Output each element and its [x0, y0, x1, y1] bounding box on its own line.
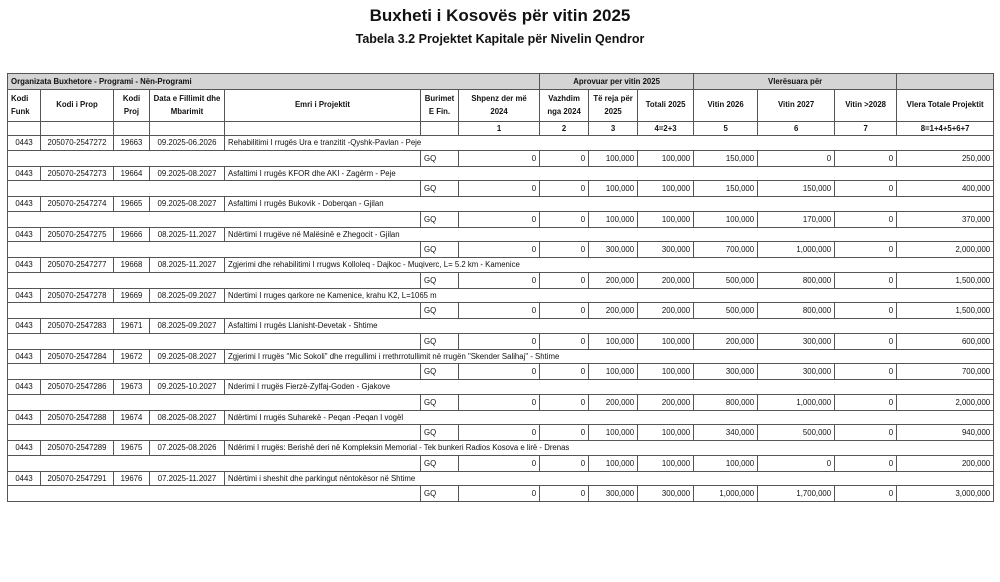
kodi-prop-cell: 205070-2547278 [41, 288, 114, 303]
burimet-cell: GQ [421, 242, 459, 258]
project-row-empty [421, 319, 994, 334]
totali-cell: 200,000 [638, 272, 694, 288]
col-emri: Emri i Projektit [225, 90, 421, 122]
vlera-totale-cell: 3,000,000 [897, 486, 994, 502]
totali-cell: 200,000 [638, 394, 694, 410]
kodi-prop-cell: 205070-2547275 [41, 227, 114, 242]
shpenz-cell: 0 [459, 333, 540, 349]
vlera-totale-cell: 250,000 [897, 150, 994, 166]
kodi-proj-cell: 19669 [114, 288, 150, 303]
project-name: Zgjerimi I rrugës "Mic Sokoli" dhe rregullimi i rrethrrotullimit në rrugën "Skender Salihaj" - Shtime [228, 351, 560, 361]
vazhdim-cell: 0 [540, 425, 589, 441]
project-values-row [8, 333, 994, 349]
vitin-2028-cell: 0 [835, 272, 897, 288]
te-reja-cell: 100,000 [589, 333, 638, 349]
num-empty [150, 122, 225, 136]
kodi-prop-cell: 205070-2547283 [41, 319, 114, 334]
project-row [8, 227, 994, 242]
project-values-row [8, 181, 994, 197]
shpenz-cell: 0 [459, 211, 540, 227]
approved-2025-header: Aprovuar per vitin 2025 [540, 74, 694, 90]
kodi-funk-cell: 0443 [8, 136, 41, 151]
values-row-empty [8, 394, 421, 410]
vitin-2027-cell: 150,000 [758, 181, 835, 197]
project-row [8, 349, 994, 364]
kodi-funk-cell: 0443 [8, 471, 41, 486]
vitin-2027-cell: 0 [758, 150, 835, 166]
burimet-cell: GQ [421, 211, 459, 227]
vazhdim-cell: 0 [540, 303, 589, 319]
vitin-2028-cell: 0 [835, 150, 897, 166]
vitin-2026-cell: 100,000 [694, 455, 758, 471]
vlera-totale-cell: 1,500,000 [897, 303, 994, 319]
dates-cell: 08.2025-11.2027 [150, 227, 225, 242]
project-name-cell [225, 197, 421, 212]
burimet-cell: GQ [421, 303, 459, 319]
num-empty [41, 122, 114, 136]
kodi-prop-cell: 205070-2547274 [41, 197, 114, 212]
col-kodi-proj: Kodi Proj [114, 90, 150, 122]
dates-cell: 08.2025-08.2027 [150, 410, 225, 425]
kodi-prop-cell: 205070-2547289 [41, 441, 114, 456]
project-row-empty [421, 288, 994, 303]
project-values-row [8, 211, 994, 227]
dates-cell: 08.2025-09.2027 [150, 288, 225, 303]
project-name: Ndërtimi I rrugës Suharekë - Peqan -Peqan I vogël [228, 412, 404, 422]
vlera-totale-cell: 2,000,000 [897, 242, 994, 258]
dates-cell: 07.2025-11.2027 [150, 471, 225, 486]
shpenz-cell: 0 [459, 272, 540, 288]
vitin-2027-cell: 170,000 [758, 211, 835, 227]
totali-cell: 200,000 [638, 303, 694, 319]
burimet-cell: GQ [421, 425, 459, 441]
projects-body [8, 136, 994, 502]
vitin-2028-cell: 0 [835, 242, 897, 258]
dates-cell: 08.2025-09.2027 [150, 319, 225, 334]
vlera-totale-cell: 940,000 [897, 425, 994, 441]
shpenz-cell: 0 [459, 242, 540, 258]
vazhdim-cell: 0 [540, 272, 589, 288]
document-title: Buxheti i Kosovës për vitin 2025 [369, 6, 631, 25]
values-row-empty [8, 364, 421, 380]
kodi-funk-cell: 0443 [8, 288, 41, 303]
vitin-2027-cell: 800,000 [758, 303, 835, 319]
kodi-proj-cell: 19665 [114, 197, 150, 212]
num-empty [8, 122, 41, 136]
col-vazhdim: Vazhdim nga 2024 [540, 90, 589, 122]
project-name-cell [225, 380, 421, 395]
project-name-cell [225, 258, 520, 273]
vitin-2028-cell: 0 [835, 364, 897, 380]
kodi-proj-cell: 19666 [114, 227, 150, 242]
vlera-totale-cell: 2,000,000 [897, 394, 994, 410]
project-values-row [8, 425, 994, 441]
project-name-cell [225, 227, 421, 242]
project-row [8, 258, 994, 273]
dates-cell: 08.2025-11.2027 [150, 258, 225, 273]
project-values-row [8, 150, 994, 166]
project-name-cell [225, 166, 421, 181]
te-reja-cell: 200,000 [589, 394, 638, 410]
te-reja-cell: 100,000 [589, 211, 638, 227]
vlera-totale-cell: 1,500,000 [897, 272, 994, 288]
col-number: 5 [694, 122, 758, 136]
vlera-totale-cell: 400,000 [897, 181, 994, 197]
shpenz-cell: 0 [459, 455, 540, 471]
burimet-cell: GQ [421, 333, 459, 349]
shpenz-cell: 0 [459, 394, 540, 410]
kodi-prop-cell: 205070-2547288 [41, 410, 114, 425]
dates-cell: 09.2025-08.2027 [150, 166, 225, 181]
vitin-2026-cell: 150,000 [694, 181, 758, 197]
kodi-prop-cell: 205070-2547277 [41, 258, 114, 273]
burimet-cell: GQ [421, 181, 459, 197]
vitin-2027-cell: 300,000 [758, 364, 835, 380]
project-row [8, 319, 994, 334]
estimated-header: Vlerësuara për [694, 74, 897, 90]
totali-cell: 100,000 [638, 333, 694, 349]
project-name-cell [225, 441, 570, 456]
project-values-row [8, 303, 994, 319]
totali-cell: 100,000 [638, 211, 694, 227]
kodi-proj-cell: 19671 [114, 319, 150, 334]
project-name-cell [225, 349, 560, 364]
col-number: 7 [835, 122, 897, 136]
totali-cell: 100,000 [638, 150, 694, 166]
project-name: Ndërimi I rrugës: Berishë deri në Kompleksin Memorial - Tek bunkeri Radios Kosova e lirë - Drenas [228, 443, 570, 453]
project-values-row [8, 364, 994, 380]
vazhdim-cell: 0 [540, 242, 589, 258]
vazhdim-cell: 0 [540, 486, 589, 502]
project-name-cell [225, 319, 421, 334]
burimet-cell: GQ [421, 272, 459, 288]
vitin-2026-cell: 100,000 [694, 211, 758, 227]
burimet-cell: GQ [421, 364, 459, 380]
vazhdim-cell: 0 [540, 150, 589, 166]
capital-projects-table [7, 73, 994, 502]
vitin-2026-cell: 700,000 [694, 242, 758, 258]
vazhdim-cell: 0 [540, 364, 589, 380]
kodi-prop-cell: 205070-2547273 [41, 166, 114, 181]
shpenz-cell: 0 [459, 181, 540, 197]
col-vitin-2027: Vitin 2027 [758, 90, 835, 122]
col-kodi-funk: Kodi Funk [8, 90, 41, 122]
shpenz-cell: 0 [459, 150, 540, 166]
project-values-row [8, 272, 994, 288]
kodi-prop-cell: 205070-2547272 [41, 136, 114, 151]
shpenz-cell: 0 [459, 364, 540, 380]
te-reja-cell: 100,000 [589, 181, 638, 197]
project-name: Asfaltimi I rrugës KFOR dhe AKI - Zagërm - Peje [228, 168, 396, 178]
kodi-funk-cell: 0443 [8, 197, 41, 212]
vazhdim-cell: 0 [540, 211, 589, 227]
project-row [8, 136, 994, 151]
te-reja-cell: 100,000 [589, 364, 638, 380]
vitin-2028-cell: 0 [835, 211, 897, 227]
project-row-empty [421, 227, 994, 242]
dates-cell: 09.2025-10.2027 [150, 380, 225, 395]
te-reja-cell: 100,000 [589, 150, 638, 166]
vitin-2026-cell: 500,000 [694, 303, 758, 319]
col-burimet: Burimet E Fin. [421, 90, 459, 122]
kodi-prop-cell: 205070-2547286 [41, 380, 114, 395]
col-number: 3 [589, 122, 638, 136]
project-name: Ndërtimi I rrugëve në Malësinë e Zhegocit - Gjilan [228, 229, 400, 239]
vitin-2028-cell: 0 [835, 394, 897, 410]
vitin-2026-cell: 1,000,000 [694, 486, 758, 502]
kodi-proj-cell: 19675 [114, 441, 150, 456]
col-number: 8=1+4+5+6+7 [897, 122, 994, 136]
kodi-proj-cell: 19673 [114, 380, 150, 395]
project-name: Asfaltimi I rrugës Bukovik - Doberqan - Gjilan [228, 199, 384, 209]
te-reja-cell: 300,000 [589, 486, 638, 502]
totali-cell: 100,000 [638, 425, 694, 441]
kodi-proj-cell: 19672 [114, 349, 150, 364]
burimet-cell: GQ [421, 394, 459, 410]
project-row [8, 288, 994, 303]
kodi-funk-cell: 0443 [8, 319, 41, 334]
dates-cell: 09.2025-08.2027 [150, 197, 225, 212]
vitin-2026-cell: 500,000 [694, 272, 758, 288]
project-values-row [8, 455, 994, 471]
kodi-funk-cell: 0443 [8, 258, 41, 273]
values-row-empty [8, 486, 421, 502]
values-row-empty [8, 272, 421, 288]
burimet-cell: GQ [421, 486, 459, 502]
project-values-row [8, 486, 994, 502]
col-vitin-2028: Vitin >2028 [835, 90, 897, 122]
totali-cell: 100,000 [638, 181, 694, 197]
vitin-2028-cell: 0 [835, 303, 897, 319]
shpenz-cell: 0 [459, 486, 540, 502]
vitin-2026-cell: 340,000 [694, 425, 758, 441]
project-row [8, 441, 994, 456]
values-row-empty [8, 333, 421, 349]
vazhdim-cell: 0 [540, 181, 589, 197]
project-row-empty [421, 471, 994, 486]
col-number: 6 [758, 122, 835, 136]
project-name: Asfaltimi I rrugës Llanisht-Devetak - Shtime [228, 321, 378, 331]
project-name-cell [225, 136, 421, 151]
te-reja-cell: 200,000 [589, 272, 638, 288]
vitin-2026-cell: 200,000 [694, 333, 758, 349]
project-row-empty [421, 380, 994, 395]
shpenz-cell: 0 [459, 303, 540, 319]
values-row-empty [8, 181, 421, 197]
kodi-prop-cell: 205070-2547291 [41, 471, 114, 486]
vitin-2028-cell: 0 [835, 333, 897, 349]
values-row-empty [8, 425, 421, 441]
vitin-2027-cell: 1,000,000 [758, 242, 835, 258]
project-row-empty [421, 197, 994, 212]
totali-cell: 100,000 [638, 455, 694, 471]
totali-cell: 300,000 [638, 242, 694, 258]
org-program-header: Organizata Buxhetore - Programi - Nën-Programi [8, 74, 540, 90]
totali-cell: 100,000 [638, 364, 694, 380]
vitin-2027-cell: 0 [758, 455, 835, 471]
totali-cell: 300,000 [638, 486, 694, 502]
vitin-2026-cell: 300,000 [694, 364, 758, 380]
vitin-2028-cell: 0 [835, 455, 897, 471]
kodi-funk-cell: 0443 [8, 380, 41, 395]
vitin-2027-cell: 300,000 [758, 333, 835, 349]
project-row [8, 166, 994, 181]
project-values-row [8, 242, 994, 258]
col-totali: Totali 2025 [638, 90, 694, 122]
te-reja-cell: 200,000 [589, 303, 638, 319]
values-row-empty [8, 211, 421, 227]
project-row-empty [421, 166, 994, 181]
kodi-funk-cell: 0443 [8, 410, 41, 425]
col-number: 4=2+3 [638, 122, 694, 136]
col-vlera-totale: Vlera Totale Projektit [897, 90, 994, 122]
vazhdim-cell: 0 [540, 455, 589, 471]
kodi-funk-cell: 0443 [8, 441, 41, 456]
project-values-row [8, 394, 994, 410]
vitin-2026-cell: 150,000 [694, 150, 758, 166]
project-name: Zgjerimi dhe rehabilitimi I rrugws Kolloleq - Dajkoc - Muqiverc, L= 5.2 km - Kamenice [228, 260, 520, 270]
dates-cell: 09.2025-06.2026 [150, 136, 225, 151]
kodi-proj-cell: 19674 [114, 410, 150, 425]
project-name-cell [225, 288, 437, 303]
dates-cell: 09.2025-08.2027 [150, 349, 225, 364]
vitin-2028-cell: 0 [835, 425, 897, 441]
project-name: Rehabilitimi I rrugës Ura e tranzitit -Qyshk-Pavlan - Peje [228, 138, 422, 148]
num-empty [225, 122, 421, 136]
vitin-2026-cell: 800,000 [694, 394, 758, 410]
values-row-empty [8, 303, 421, 319]
vitin-2028-cell: 0 [835, 486, 897, 502]
te-reja-cell: 100,000 [589, 455, 638, 471]
vitin-2028-cell: 0 [835, 181, 897, 197]
col-number: 2 [540, 122, 589, 136]
kodi-funk-cell: 0443 [8, 227, 41, 242]
col-vitin-2026: Vitin 2026 [694, 90, 758, 122]
project-row-empty [421, 410, 994, 425]
col-data: Data e Fillimit dhe Mbarimit [150, 90, 225, 122]
project-name: Nderimi I rrugës Fierzë-Zylfaj-Goden - Gjakove [228, 382, 391, 392]
vitin-2027-cell: 500,000 [758, 425, 835, 441]
te-reja-cell: 300,000 [589, 242, 638, 258]
col-kodi-prop: Kodi i Prop [41, 90, 114, 122]
kodi-funk-cell: 0443 [8, 166, 41, 181]
project-name: Ndërtimi i sheshit dhe parkingut nëntokësor në Shtime [228, 473, 416, 483]
kodi-funk-cell: 0443 [8, 349, 41, 364]
project-name-cell [225, 471, 421, 486]
num-empty [114, 122, 150, 136]
values-row-empty [8, 242, 421, 258]
kodi-proj-cell: 19664 [114, 166, 150, 181]
project-row [8, 471, 994, 486]
table-subtitle: Tabela 3.2 Projektet Kapitale për Nivelin Qendror [355, 32, 645, 46]
vlera-totale-cell: 700,000 [897, 364, 994, 380]
burimet-cell: GQ [421, 455, 459, 471]
kodi-proj-cell: 19676 [114, 471, 150, 486]
shpenz-cell: 0 [459, 425, 540, 441]
dates-cell: 07.2025-08.2026 [150, 441, 225, 456]
project-row [8, 197, 994, 212]
col-shpenz: Shpenz der më 2024 [459, 90, 540, 122]
col-te-reja: Të reja për 2025 [589, 90, 638, 122]
values-row-empty [8, 150, 421, 166]
burimet-cell: GQ [421, 150, 459, 166]
vlera-totale-cell: 200,000 [897, 455, 994, 471]
vitin-2027-cell: 800,000 [758, 272, 835, 288]
col-number: 1 [459, 122, 540, 136]
kodi-proj-cell: 19668 [114, 258, 150, 273]
vitin-2027-cell: 1,000,000 [758, 394, 835, 410]
kodi-proj-cell: 19663 [114, 136, 150, 151]
project-row [8, 410, 994, 425]
values-row-empty [8, 455, 421, 471]
vazhdim-cell: 0 [540, 394, 589, 410]
header-empty-cell [897, 74, 994, 90]
vitin-2027-cell: 1,700,000 [758, 486, 835, 502]
num-empty [421, 122, 459, 136]
project-name-cell [225, 410, 421, 425]
kodi-prop-cell: 205070-2547284 [41, 349, 114, 364]
vlera-totale-cell: 600,000 [897, 333, 994, 349]
te-reja-cell: 100,000 [589, 425, 638, 441]
project-row-empty [421, 136, 994, 151]
vazhdim-cell: 0 [540, 333, 589, 349]
vlera-totale-cell: 370,000 [897, 211, 994, 227]
project-row [8, 380, 994, 395]
project-name: Ndertimi I rruges qarkore ne Kamenice, krahu K2, L=1065 m [228, 290, 437, 300]
